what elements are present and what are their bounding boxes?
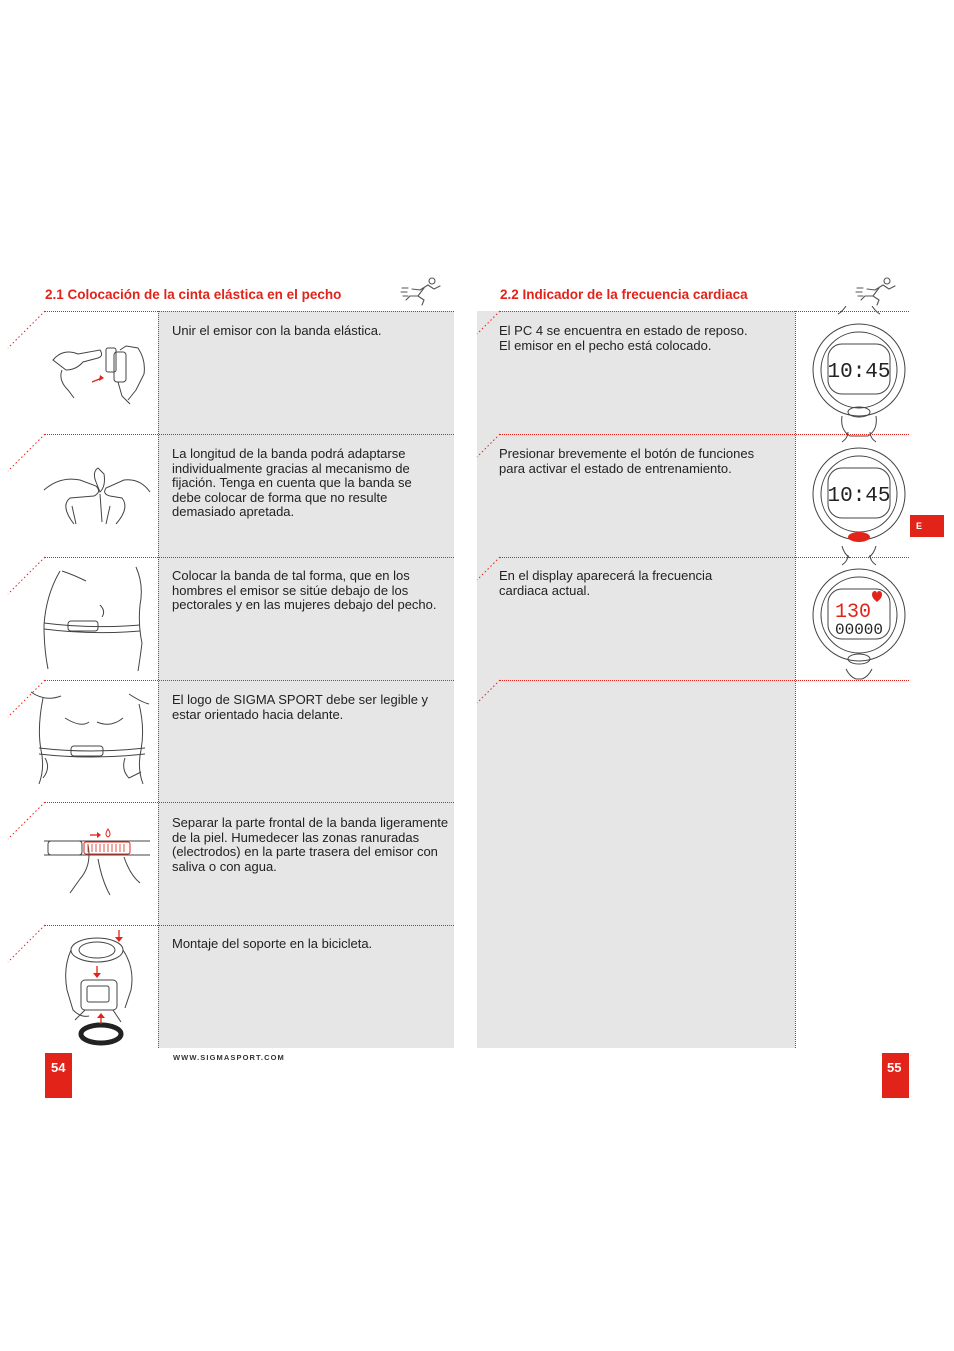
language-tab: E bbox=[910, 515, 944, 537]
step-text: Colocar la banda de tal forma, que en los hombres el emisor se sitúe debajo de los pectorales y en las mujeres debajo del pecho. bbox=[172, 568, 437, 613]
transmitter-attach-illustration bbox=[48, 340, 153, 410]
row-divider bbox=[45, 802, 454, 803]
watch-button-press-illustration bbox=[812, 432, 906, 560]
diagonal-guides-left bbox=[0, 300, 60, 1060]
moisten-electrodes-illustration bbox=[40, 815, 155, 897]
step-text: Montaje del soporte en la bicicleta. bbox=[172, 936, 373, 951]
row-divider bbox=[45, 925, 454, 926]
strap-adjust-illustration bbox=[40, 462, 155, 532]
runner-icon bbox=[400, 276, 444, 306]
footer-url: WWW.SIGMASPORT.COM bbox=[173, 1053, 285, 1062]
heart-rate-display: 130 bbox=[834, 601, 872, 624]
step-text: Unir el emisor con la banda elástica. bbox=[172, 323, 382, 338]
step-text: El logo de SIGMA SPORT debe ser legible y estar orientado hacia delante. bbox=[172, 692, 429, 722]
row-divider bbox=[45, 557, 454, 558]
runner-icon bbox=[855, 276, 899, 306]
bike-mount-illustration bbox=[55, 928, 145, 1048]
step-text: El PC 4 se encuentra en estado de reposo. El emisor en el pecho está colocado. bbox=[499, 323, 748, 353]
step-text: En el display aparecerá la frecuencia cardiaca actual. bbox=[499, 568, 713, 598]
watch-idle-illustration bbox=[812, 306, 906, 438]
page-number-left bbox=[45, 1053, 72, 1098]
heart-icon bbox=[872, 591, 882, 602]
row-divider bbox=[45, 311, 454, 312]
counter-display: 00000 bbox=[834, 621, 884, 639]
watch-time-display: 10:45 bbox=[827, 485, 891, 508]
section-title-heart-rate: 2.2 Indicador de la frecuencia cardiaca bbox=[500, 287, 748, 302]
page-number-right bbox=[882, 1053, 909, 1098]
diagonal-guides-right bbox=[470, 300, 510, 720]
step-text: Presionar brevemente el botón de funciones para activar el estado de entrenamiento. bbox=[499, 446, 755, 476]
page-number-text: 54 bbox=[51, 1060, 66, 1075]
row-divider bbox=[45, 434, 454, 435]
column-divider bbox=[795, 311, 796, 1048]
page-number-text: 55 bbox=[887, 1060, 902, 1075]
chest-strap-man-illustration bbox=[40, 565, 155, 673]
watch-heart-rate-illustration bbox=[812, 555, 906, 683]
row-divider bbox=[45, 680, 454, 681]
step-text: La longitud de la banda podrá adaptarse individualmente gracias al mecanismo de fijación. Tenga en cuenta que la banda se debe colocar de forma que no resulte demasiado apretada. bbox=[172, 446, 412, 520]
step-text: Separar la parte frontal de la banda ligeramente de la piel. Humedecer las zonas ranuradas (electrodos) en la parte trasera del emisor con saliva o con agua. bbox=[172, 815, 449, 874]
watch-time-display: 10:45 bbox=[827, 361, 891, 384]
column-divider bbox=[158, 311, 159, 1048]
chest-strap-front-illustration bbox=[25, 688, 155, 788]
section-title-chest-strap: 2.1 Colocación de la cinta elástica en el pecho bbox=[45, 287, 342, 302]
